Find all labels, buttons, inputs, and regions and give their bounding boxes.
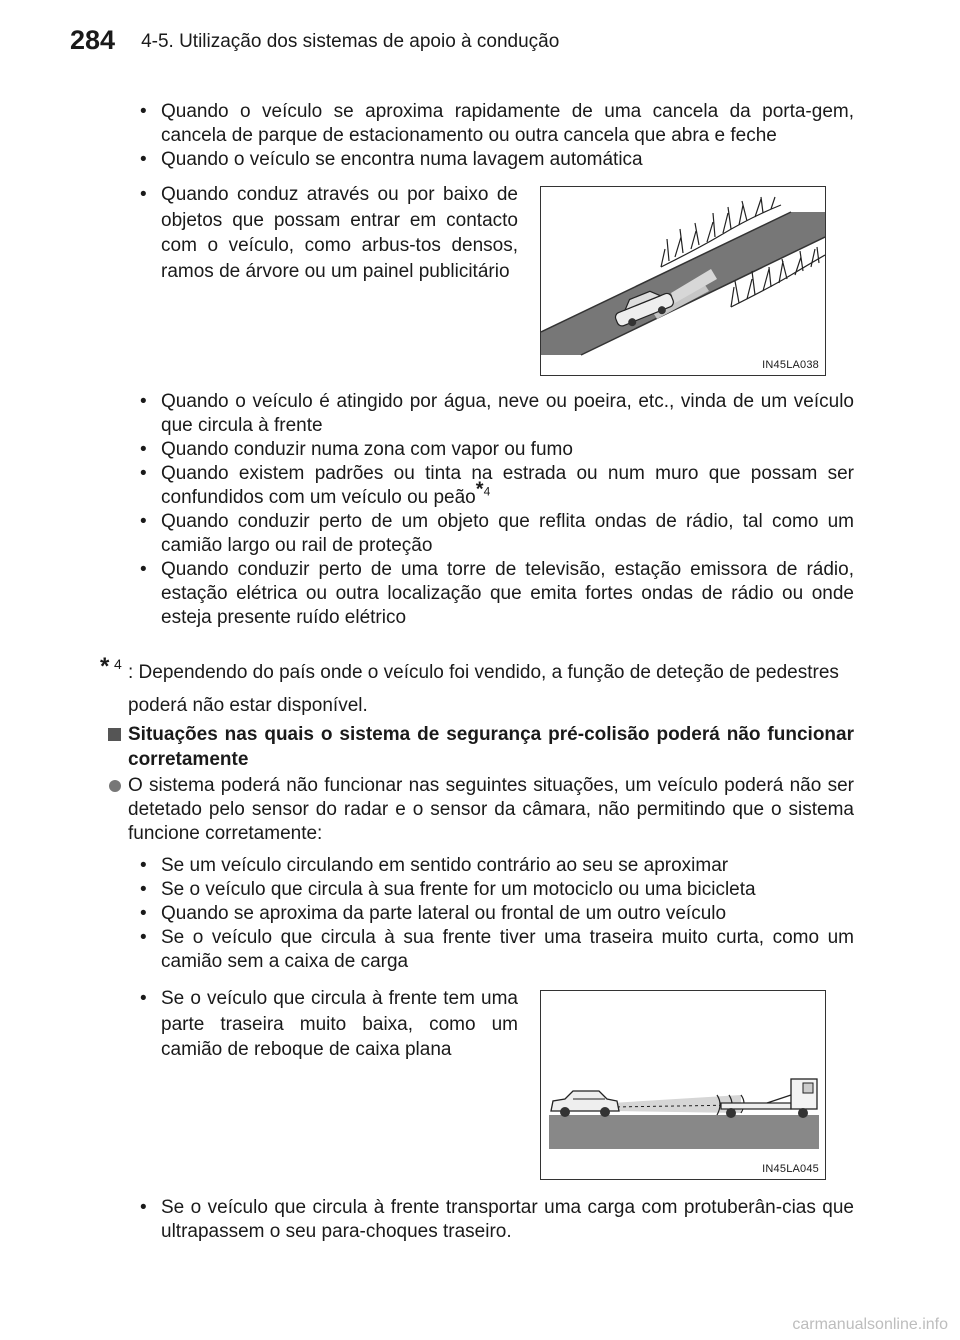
footnote-text: : Dependendo do país onde o veículo foi vendido, a função de deteção de pedestres poderá não estar disponível. [128, 662, 839, 716]
intro-paragraph [128, 774, 854, 846]
section-title: 4-5. Utilização dos sistemas de apoio à condução [141, 31, 560, 52]
list-item: • Se o veículo que circula à frente transportar uma carga com protuberân-cias que ultrapassem o seu para-choques traseiro. [128, 1196, 854, 1244]
section-heading [108, 722, 854, 772]
bullet-list-bottom [128, 1196, 854, 1244]
list-item: • Se um veículo circulando em sentido contrário ao seu se aproximar [128, 854, 854, 878]
figure-code: IN45LA045 [762, 1163, 819, 1175]
footnote-star: * [100, 653, 110, 680]
section-heading-text: Situações nas quais o sistema de segurança pré-colisão poderá não funcionar corretamente [128, 724, 854, 770]
list-item-text: Quando existem padrões ou tinta na estrada ou num muro que possam ser confundidos com um veículo ou peão [161, 463, 854, 508]
illustration-vehicle-bushes [540, 186, 826, 376]
road-truck-drawing [541, 991, 825, 1179]
list-item: • Quando o veículo se encontra numa lavagem automática [128, 148, 854, 172]
list-item: • Quando conduz através ou por baixo de objetos que possam entrar em contacto com o veículo, como arbus-tos densos, ramos de árvore ou um painel publicitário [128, 182, 518, 284]
list-item: • Quando o veículo se aproxima rapidamente de uma cancela da porta-gem, cancela de parque de estacionamento ou outra cancela que abra e feche [128, 100, 854, 148]
page-header [70, 20, 559, 60]
list-item: • Se o veículo que circula à sua frente tiver uma traseira muito curta, como um camião sem a caixa de carga [128, 926, 854, 974]
footnote-ref-number: 4 [483, 484, 491, 499]
list-item: • Se o veículo que circula à sua frente for um motociclo ou uma bicicleta [128, 878, 854, 902]
illustration-vehicle-truck [540, 990, 826, 1180]
square-bullet-icon [108, 728, 121, 741]
bullet-list-middle [128, 390, 854, 630]
figure-code: IN45LA038 [762, 359, 819, 371]
road-bushes-drawing [541, 187, 825, 375]
list-item [128, 462, 854, 510]
list-item: • Quando conduzir perto de uma torre de televisão, estação emissora de rádio, estação elétrica ou outra localização que emita fortes ondas de rádio ou onde esteja presente ruído elétrico [128, 558, 854, 630]
list-item: • Quando se aproxima da parte lateral ou frontal de um outro veículo [128, 902, 854, 926]
figure1-caption-block [128, 182, 518, 284]
bullet-list-lower [128, 854, 854, 974]
list-item: • Quando conduzir numa zona com vapor ou fumo [128, 438, 854, 462]
page-number: 284 [70, 24, 116, 55]
list-item: • Se o veículo que circula à frente tem uma parte traseira muito baixa, como um camião de reboque de caixa plana [128, 986, 518, 1063]
bullet-list-top [128, 100, 854, 172]
list-item: • Quando conduzir perto de um objeto que reflita ondas de rádio, tal como um camião largo ou rail de proteção [128, 510, 854, 558]
figure2-caption-block [128, 986, 518, 1063]
footnote-number: 4 [114, 656, 122, 672]
circle-bullet-icon [109, 780, 121, 792]
watermark: carmanualsonline.info [792, 1316, 948, 1333]
intro-text: O sistema poderá não funcionar nas seguintes situações, um veículo poderá não ser detetado pelo sensor do radar e o sensor da câmara, não permitindo que o sistema funcione corretamente: [128, 775, 854, 844]
list-item: • Quando o veículo é atingido por água, neve ou poeira, etc., vinda de um veículo que circula à frente [128, 390, 854, 438]
footnote-ref-star: * [475, 478, 484, 501]
footnote [100, 653, 854, 722]
